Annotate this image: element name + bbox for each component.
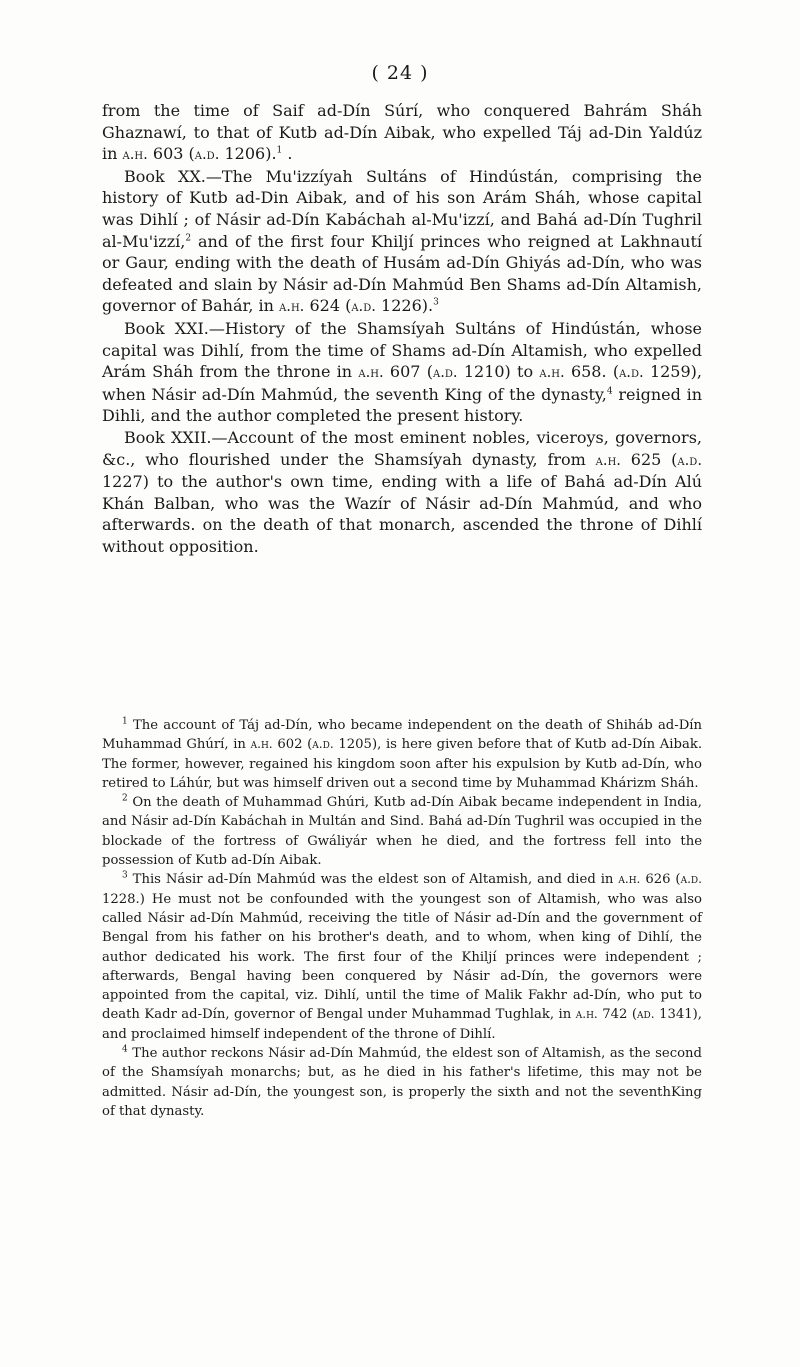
text-run: 1206). [219, 144, 277, 164]
text-run: 742 ( [597, 1007, 638, 1023]
era-abbreviation: a.d. [619, 364, 644, 382]
era-abbreviation: a.d. [194, 146, 220, 164]
era-abbreviation: a.h. [539, 364, 565, 382]
footnote-number: 4 [122, 1044, 128, 1055]
paragraph-book-xx [102, 166, 702, 318]
paragraph-book-xxii [102, 427, 702, 558]
footnote-marker: 4 [606, 386, 613, 397]
text-run: 607 ( [383, 362, 433, 382]
text-run: 1226). [375, 296, 434, 316]
era-abbreviation: a.h. [618, 872, 641, 887]
era-abbreviation: a.d. [351, 298, 376, 316]
era-abbreviation: a.h. [122, 146, 148, 164]
footnote-1 [102, 716, 702, 793]
footnote-2 [102, 793, 702, 870]
era-abbreviation: a.d. [677, 451, 703, 469]
footnote-marker: 1 [276, 145, 283, 156]
text-run: 1210) to [457, 362, 540, 382]
text-run: 624 ( [304, 296, 352, 316]
footnote-marker: 2 [185, 233, 192, 244]
era-abbreviation: ad. [637, 1007, 655, 1022]
paragraph-book-xxi [102, 318, 702, 427]
text-run: . [282, 144, 293, 164]
text-run: 626 ( [640, 872, 681, 888]
era-abbreviation: a.h. [279, 298, 305, 316]
text-run: Book XXII.—Account of the most eminent nobles, viceroys, governors, &c., who flourished under the Shamsíyah dynasty, from [102, 427, 702, 469]
text-run: 1259), when Násir ad-Dín Mahmúd, the seventh King of the dynasty, [102, 362, 702, 404]
text-run: On the death of Muhammad Ghúri, Kutb ad-Dín Aibak became independent in India, and Násir ad-Dín Kabáchah in Multán and Sind. Bahá ad-Dín Tughril was occupied in the blockade of the fortress of Gwáliyár when he died, and the fortress fell into the possession of Kutb ad-Dín Aibak. [102, 795, 702, 869]
footnotes [102, 716, 702, 1121]
text-run: 1228.) He must not be confounded with the youngest son of Altamish, who was also called Násir ad-Dín Mahmúd, receiving the title of Násir ad-Dín and the government of Bengal from his father on his brother's death, and to whom, when king of Dihlí, the author dedicated his work. The first four of the Khiljí princes were independent ; afterwards, Bengal having been conquered by Násir ad-Dín, the governors were appointed from the capital, viz. Dihlí, until the time of Malik Fakhr ad-Dín, who put to death Kadr ad-Dín, governor of Bengal under Muhammad Tughlak, in [102, 891, 702, 1023]
era-abbreviation: a.h. [250, 737, 273, 752]
text-run: from the time of Saif ad-Dín Súrí, who conquered Bahrám Sháh Ghaznawí, to that of Kutb ad-Dín Aibak, who expelled Táj ad-Din Yaldúz in [102, 101, 702, 164]
text-run: 603 ( [147, 144, 195, 164]
footnote-number: 1 [122, 716, 128, 727]
text-run: 1341), and proclaimed himself independent of the throne of Dihlí. [102, 1007, 702, 1042]
footnote-number: 2 [122, 793, 128, 804]
main-text [102, 100, 702, 557]
text-run: The account of Táj ad-Dín, who became independent on the death of Shiháb ad-Dín Muhammad Ghúrí, in [102, 718, 702, 753]
text-run: 1205), is here given before that of Kutb ad-Dín Aibak. The former, however, regained his kingdom soon after his expulsion by Kutb ad-Dín, who retired to Láhúr, but was himself driven out a second time by Muhammad Khárizm Sháh. [102, 737, 703, 791]
text-run: Book XX.—The Mu'izzíyah Sultáns of Hindústán, comprising the history of Kutb ad-Din Aibak, and of his son Arám Sháh, whose capital was Dihlí ; of Násir ad-Dín Kabáchah al-Mu'izzí, and Bahá ad-Dín Tughril al-Mu'izzí, [102, 166, 702, 251]
era-abbreviation: a.h. [595, 451, 621, 469]
text-run: This Násir ad-Dín Mahmúd was the eldest son of Altamish, and died in [127, 872, 619, 888]
paragraph-continuation [102, 100, 702, 166]
text-run: reigned in Dihli, and the author completed the present history. [102, 384, 702, 426]
footnote-marker: 3 [433, 298, 439, 309]
era-abbreviation: a.d. [312, 737, 334, 752]
text-run: The author reckons Násir ad-Dín Mahmúd, the eldest son of Altamish, as the second of the Shamsíyah monarchs; but, as he died in his father's lifetime, this may not be admitted. Násir ad-Dín, the youngest son, is properly the sixth and not the seventhKing of that dynasty. [102, 1046, 702, 1119]
page-number: ( 24 ) [371, 62, 429, 84]
footnote-number: 3 [122, 870, 128, 881]
text-run: 1227) to the author's own time, ending with a life of Bahá ad-Dín Alú Khán Balban, who was the Wazír of Násir ad-Dín Mahmúd, and who afterwards. on the death of that monarch, ascended the throne of Dihlí without opposition. [102, 472, 702, 556]
text-run: 658. ( [564, 362, 620, 382]
footnote-4 [102, 1044, 702, 1121]
era-abbreviation: a.h. [358, 364, 384, 382]
text-run: Book XXI.—History of the Shamsíyah Sultáns of Hindústán, whose capital was Dihlí, from the time of Shams ad-Dín Altamish, who expelled Arám Sháh from the throne in [102, 318, 702, 382]
era-abbreviation: a.h. [575, 1007, 598, 1022]
text-run: 625 ( [620, 449, 678, 469]
era-abbreviation: a.d. [432, 364, 458, 382]
text-run: 602 ( [272, 737, 313, 753]
era-abbreviation: a.d. [680, 872, 703, 887]
footnote-3 [102, 870, 702, 1044]
text-run: and of the first four Khiljí princes who reigned at Lakhnautí or Gaur, ending with the death of Husám ad-Dín Ghiyás ad-Dín, who was defeated and slain by Násir ad-Dín Mahmúd Ben Shams ad-Dín Altamish, governor of Bahár, in [102, 231, 702, 316]
